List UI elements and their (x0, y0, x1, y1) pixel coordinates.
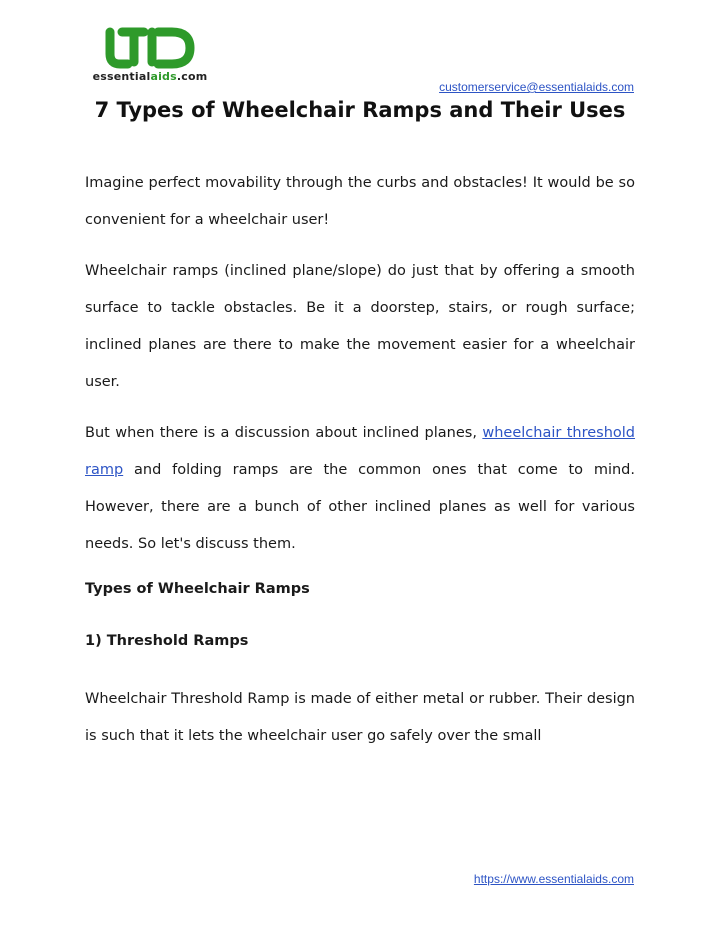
header-email-link[interactable]: customerservice@essentialaids.com (439, 80, 634, 94)
paragraph-threshold: Wheelchair Threshold Ramp is made of either metal or rubber. Their design is such that it lets the wheelchair user go safely over the small (85, 691, 635, 744)
logo-text-prefix: essential (92, 70, 151, 83)
paragraph-discussion (85, 415, 635, 563)
paragraph-discussion-text-after: and folding ramps are the common ones that come to mind. However, there are a bunch of other inclined planes as well for various needs. So let's discuss them. (85, 462, 635, 552)
page-title: 7 Types of Wheelchair Ramps and Their Uses (94, 98, 626, 122)
paragraph-intro: Imagine perfect movability through the curbs and obstacles! It would be so convenient for a wheelchair user! (85, 175, 635, 228)
logo-text-suffix: .com (176, 70, 208, 83)
section-heading-threshold: 1) Threshold Ramps (85, 633, 249, 649)
paragraph-ramps: Wheelchair ramps (inclined plane/slope) do just that by offering a smooth surface to tackle obstacles. Be it a doorstep, stairs, or rough surface; inclined planes are there to make the movement easier for a wheelchair user. (85, 263, 635, 390)
article-body (85, 165, 635, 769)
logo (88, 22, 212, 90)
paragraph-discussion-text-before: But when there is a discussion about inclined planes, (85, 425, 483, 441)
section-heading-types: Types of Wheelchair Ramps (85, 581, 310, 597)
footer-url-link[interactable]: https://www.essentialaids.com (473, 872, 634, 886)
logo-mark-icon (100, 24, 200, 70)
logo-text-accent: aids (150, 70, 177, 83)
wheelchair-threshold-ramp-link[interactable]: wheelchair threshold ramp (85, 425, 636, 478)
logo-text (88, 70, 212, 83)
